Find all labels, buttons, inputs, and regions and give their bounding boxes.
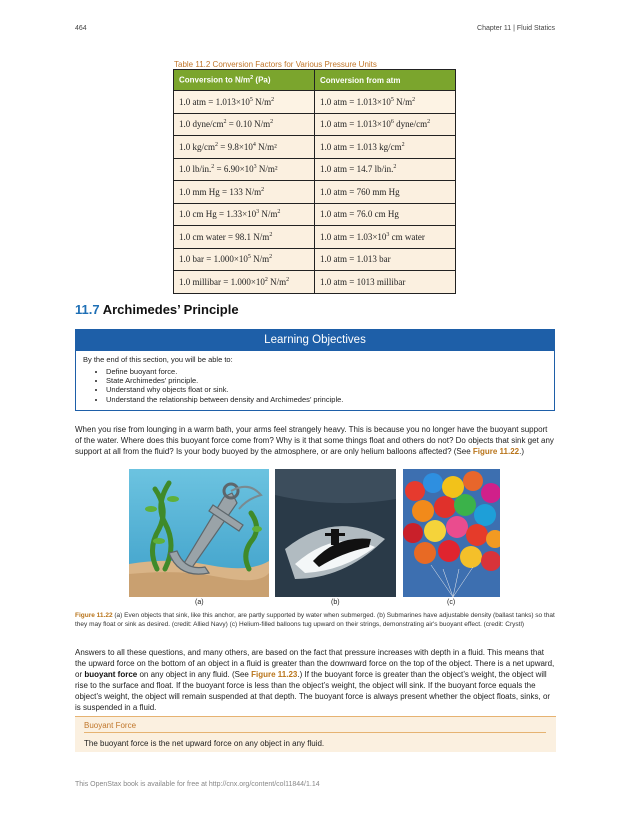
learning-objectives-list [106, 367, 554, 404]
table-header-col2: Conversion from atm [315, 70, 456, 91]
list-item: • Define buoyant force. [106, 367, 554, 376]
table-cell-to-pa: 1.0 cm water = 98.1 $N/m^2$ [174, 226, 315, 249]
key-term: buoyant force [84, 670, 138, 679]
table-cell-to-pa: 1.0 $kg/cm^2 = 9.8\times 10^4$ N/m² [174, 136, 315, 159]
figure-caption: Figure 11.22 (a) Even objects that sink, like this anchor, are partly supported by water when submerged. (b) Submarines have adjustable density (ballast tanks) so that they may float or sink as desired. (credit: Allied Navy) (c) Helium-filled balloons tug upward on their strings, demonstrating air's buoyant effect. (credit: Crystl) [75, 612, 555, 628]
table-cell-from-atm: 1.0 atm = 76.0 cm Hg [315, 203, 456, 226]
body-paragraph: Answers to all these questions, and many others, are based on the fact that pressure increases with depth in a fluid. This means that the upward force on the bottom of an object in a fluid is greater than the downward force on the top of the object. There is a net upward, or buoyant force on any object in any fluid. (See Figure 11.23.) If the buoyant force is greater than the object’s weight, the object will rise to the surface and float. If the buoyant force is less than the object’s weight, the object will sink. If the buoyant force equals the object’s weight, the object will remain suspended at that depth. The buoyant force is always present whether the object floats, sinks, or is suspended in a fluid. [75, 648, 555, 712]
table-cell-to-pa: 1.0 $lb/in.^2 = 6.90\times 10^3$ N/m² [174, 158, 315, 181]
table-cell-from-atm: 1.0 atm = 1.013 bar [315, 248, 456, 271]
table-row [174, 91, 456, 114]
figure-label-b: (b) [331, 599, 340, 606]
list-item: • Understand why objects float or sink. [106, 385, 554, 394]
section-title [75, 302, 239, 317]
table-row [174, 158, 456, 181]
table-row [174, 181, 456, 204]
figure-submarine-image [275, 469, 396, 597]
table-caption: Table 11.2 Conversion Factors for Various Pressure Units [174, 60, 377, 69]
table-cell-to-pa: 1.0 dyne/$cm^2 = 0.10$ $N/m^2$ [174, 113, 315, 136]
table-row [174, 113, 456, 136]
page-footer: This OpenStax book is available for free at http://cnx.org/content/col11844/1.14 [75, 781, 320, 788]
buoyant-force-box-text: The buoyant force is the net upward force on any object in any fluid. [84, 739, 325, 748]
table-cell-to-pa: 1.0 bar = $1.000\times 10^5$ $N/m^2$ [174, 248, 315, 271]
buoyant-force-box [75, 716, 556, 752]
buoyant-force-box-title: Buoyant Force [84, 721, 546, 733]
table-row [174, 203, 456, 226]
table-cell-from-atm: 1.0 atm = 1.013 $kg/cm^2$ [315, 136, 456, 159]
table-row [174, 136, 456, 159]
figure-link[interactable]: Figure 11.22 [472, 447, 520, 456]
figure-anchor-image [129, 469, 269, 597]
table-row [174, 226, 456, 249]
intro-paragraph: When you rise from lounging in a warm bath, your arms feel strangely heavy. This is because you no longer have the buoyant support of the water. Where does this buoyant force come from? Why is it that some things float and others do not? Do objects that sink get any support at all from the fluid? Is your body buoyed by the atmosphere, or are only helium balloons affected? (See Figure 11.22.) [75, 425, 554, 456]
table-cell-to-pa: 1.0 atm = $1.013\times 10^5$ $N/m^2$ [174, 91, 315, 114]
list-item: • State Archimedes’ principle. [106, 376, 554, 385]
figure-balloons-image [403, 469, 500, 597]
table-cell-from-atm: 1.0 atm = 1013 millibar [315, 271, 456, 294]
list-item: • Understand the relationship between density and Archimedes’ principle. [106, 395, 554, 404]
table-cell-from-atm: 1.0 atm = $1.013\times 10^6$ dyne/$cm^2$ [315, 113, 456, 136]
learning-objectives-box [75, 329, 555, 411]
figure-caption-number: Figure 11.22 [75, 612, 113, 619]
learning-objectives-heading: Learning Objectives [76, 330, 554, 351]
chapter-header: Chapter 11 | Fluid Statics [477, 25, 555, 32]
page-number: 464 [75, 25, 87, 32]
table-cell-to-pa: 1.0 mm Hg = 133 $N/m^2$ [174, 181, 315, 204]
figure-label-c: (c) [447, 599, 456, 606]
table-cell-from-atm: 1.0 atm = $1.013\times 10^5$ $N/m^2$ [315, 91, 456, 114]
table-cell-from-atm: 1.0 atm = 760 mm Hg [315, 181, 456, 204]
table-row [174, 271, 456, 294]
table-header-col1: Conversion to $N/m^2$ (Pa) [174, 70, 315, 91]
table-cell-to-pa: 1.0 millibar = $1.000\times 10^2$ $N/m^2$ [174, 271, 315, 294]
learning-objectives-intro: By the end of this section, you will be able to: [83, 355, 233, 364]
section-title-text: Archimedes’ Principle [102, 302, 239, 317]
table-cell-from-atm: 1.0 atm = $1.03\times 10^3$ cm water [315, 226, 456, 249]
table-cell-from-atm: 1.0 atm = 14.7 lb/in.$^2$ [315, 158, 456, 181]
figure-label-a: (a) [195, 599, 204, 606]
table-row [174, 248, 456, 271]
table-cell-to-pa: 1.0 cm $Hg = 1.33\times 10^3$ $N/m^2$ [174, 203, 315, 226]
section-number: 11.7 [75, 302, 100, 317]
conversion-table [173, 69, 456, 294]
figure-link[interactable]: Figure 11.23 [251, 670, 298, 679]
